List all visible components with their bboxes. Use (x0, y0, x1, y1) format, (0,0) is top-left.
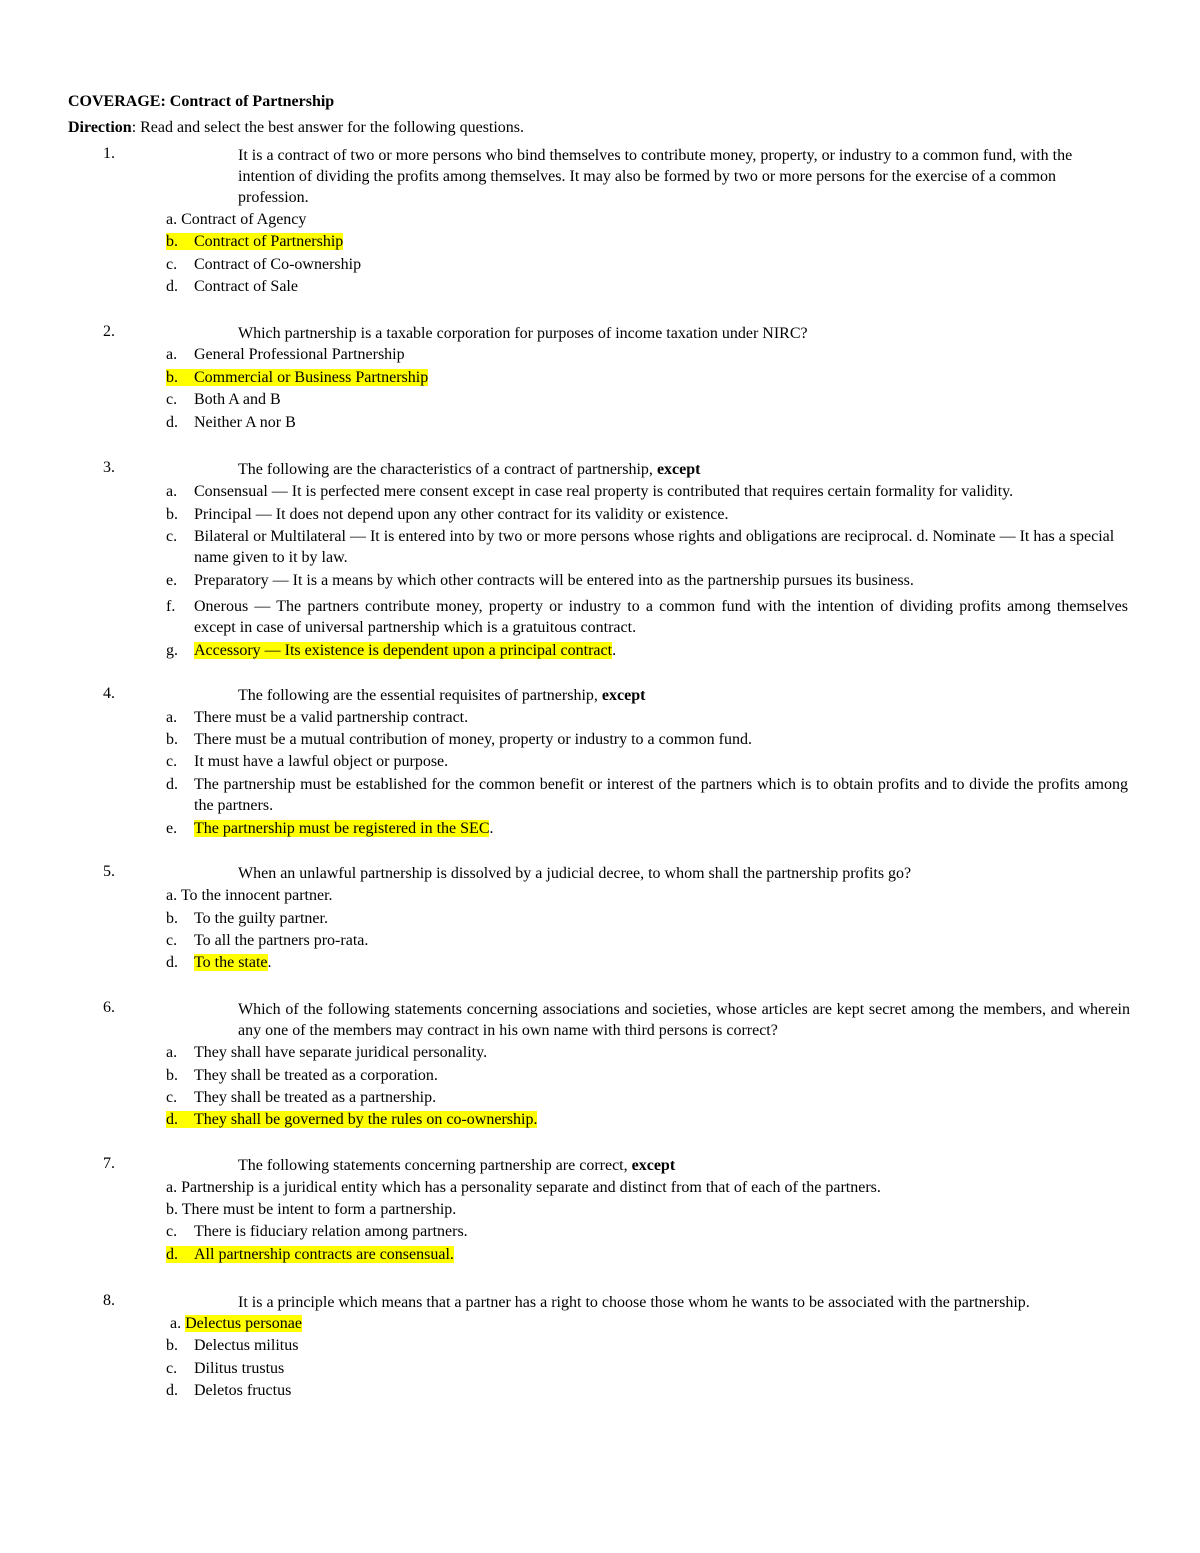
question-number: 8. (103, 1292, 115, 1309)
option-b: b. There must be intent to form a partnership. (166, 1201, 457, 1218)
question-number: 2. (103, 323, 115, 340)
question-text: It is a contract of two or more persons who bind themselves to contribute money, property, or industry to a common fund, with the intention of dividing the profits among themselves. It may also be formed by two or more persons for the exercise of a common profession. (238, 147, 1073, 206)
direction-text: : Read and select the best answer for the following questions. (131, 119, 525, 136)
option-a-answer: a. Delectus personae (170, 1315, 302, 1332)
option-d-answer: d. They shall be governed by the rules on co-ownership. (166, 1111, 538, 1128)
option-b-answer: b. Contract of Partnership (166, 233, 344, 250)
document-page: COVERAGE: Contract of Partnership Direction: Read and select the best answer for the following questions. 1. It is a contract of two or more persons who bind themselves to contribute money, property, or industry to a common fund, with the intention of dividing the profits among themselves. It may also be formed by two or more persons for the exercise of a common profession. a. Contract of Agency b. Contract of Partnership c. Contract of Co-ownership d. Contract of Sale 2. Which partnership is a taxable corporation for purposes of income taxation under NIRC? a. General Professional Partnership b. Commercial or Business Partnership c. Both A and B d. Neither A nor B 3. The following are the characteristics of a contract of partnership, except a. Consensual — It is perfected mere consent except in case real property is contributed that requires certain formality for validity. b. Principal — It does not depend upon any other contract for its validity or existence. c. Bilateral or Multilateral — It is entered into by two or more persons whose rights and obligations are reciprocal. d. Nominate — It has a special name given to it by law. e. Preparatory — It is a means by which other contracts will be entered into as the partnership pursues its business. f. Onerous — The partners contribute money, property or industry to a common fund with the intention of dividing profits among themselves except in case of universal partnership which is a gratuitous contract. g. Accessory — Its existence is dependent upon a principal contract. 4. The following are the essential requisites of partnership, except a. There must be a valid partnership contract. b. There must be a mutual contribution of money, property or industry to a common fund. c. It must have a lawful object or purpose. d. The partnership must be established for the common benefit or interest of the partners which is to obtain profits and to divide the profits among the partners. e. The partnership must be registered in the SEC. 5. When an unlawful partnership is dissolved by a judicial decree, to whom shall the partnership profits go? a. To the innocent partner. b. To the guilty partner. c. To all the partners pro-rata. d. To the state. 6. Which of the following statements concerning associations and societies, whose articles are kept secret among the members, and wherein any one of the members may contract in his own name with third persons is correct? a. They shall have separate juridical personality. b. They shall be treated as a corporation. c. They shall be treated as a partnership. d. They shall be governed by the rules on co-ownership. 7. The following statements concerning partnership are correct, except a. Partnership is a juridical entity which has a personality separate and distinct from that of each of the partners. b. There must be intent to form a partnership. c. There is fiduciary relation among partners. d. All partnership contracts are consensual. 8. It is a principle which means that a partner has a right to choose those whom he wants to be associated with the partnership. a. Delectus personae b. Delectus militus c. Dilitus trustus d. Deletos fructus (68, 93, 1130, 1399)
option-b-answer: b. Commercial or Business Partnership (166, 369, 429, 386)
question-text: The following are the characteristics of a contract of partnership, except (238, 461, 701, 478)
except-emphasis: except (601, 687, 646, 704)
question-text: Which partnership is a taxable corporation for purposes of income taxation under NIRC? (238, 325, 808, 342)
question-number: 6. (103, 999, 115, 1016)
question-text: It is a principle which means that a partner has a right to choose those whom he wants to be associated with the partnership. (238, 1294, 1030, 1311)
direction-line (68, 117, 524, 138)
question-text: The following are the essential requisites of partnership, except (238, 687, 646, 704)
question-number: 7. (103, 1155, 115, 1172)
question-number: 3. (103, 459, 115, 476)
option-a: a. Contract of Agency (166, 211, 307, 228)
coverage-value: Contract of Partnership (169, 93, 335, 110)
except-emphasis: except (656, 461, 701, 478)
question-text: Which of the following statements concerning associations and societies, whose articles are kept secret among the members, and wherein any one of the members may contract in his own name with third persons is correct? (238, 1001, 1130, 1039)
option-a: a. Partnership is a juridical entity which has a personality separate and distinct from that of each of the partners. (166, 1179, 881, 1196)
coverage-line (68, 91, 334, 112)
option-d-answer: d. All partnership contracts are consensual. (166, 1246, 454, 1263)
question-number: 1. (103, 145, 115, 162)
question-text: The following statements concerning partnership are correct, except (238, 1157, 676, 1174)
question-text: When an unlawful partnership is dissolved by a judicial decree, to whom shall the partnership profits go? (238, 865, 912, 882)
coverage-label: COVERAGE: (68, 93, 166, 110)
option-a: a. To the innocent partner. (166, 887, 333, 904)
question-number: 4. (103, 685, 115, 702)
except-emphasis: except (631, 1157, 676, 1174)
question-number: 5. (103, 863, 115, 880)
direction-label: Direction (68, 119, 132, 136)
